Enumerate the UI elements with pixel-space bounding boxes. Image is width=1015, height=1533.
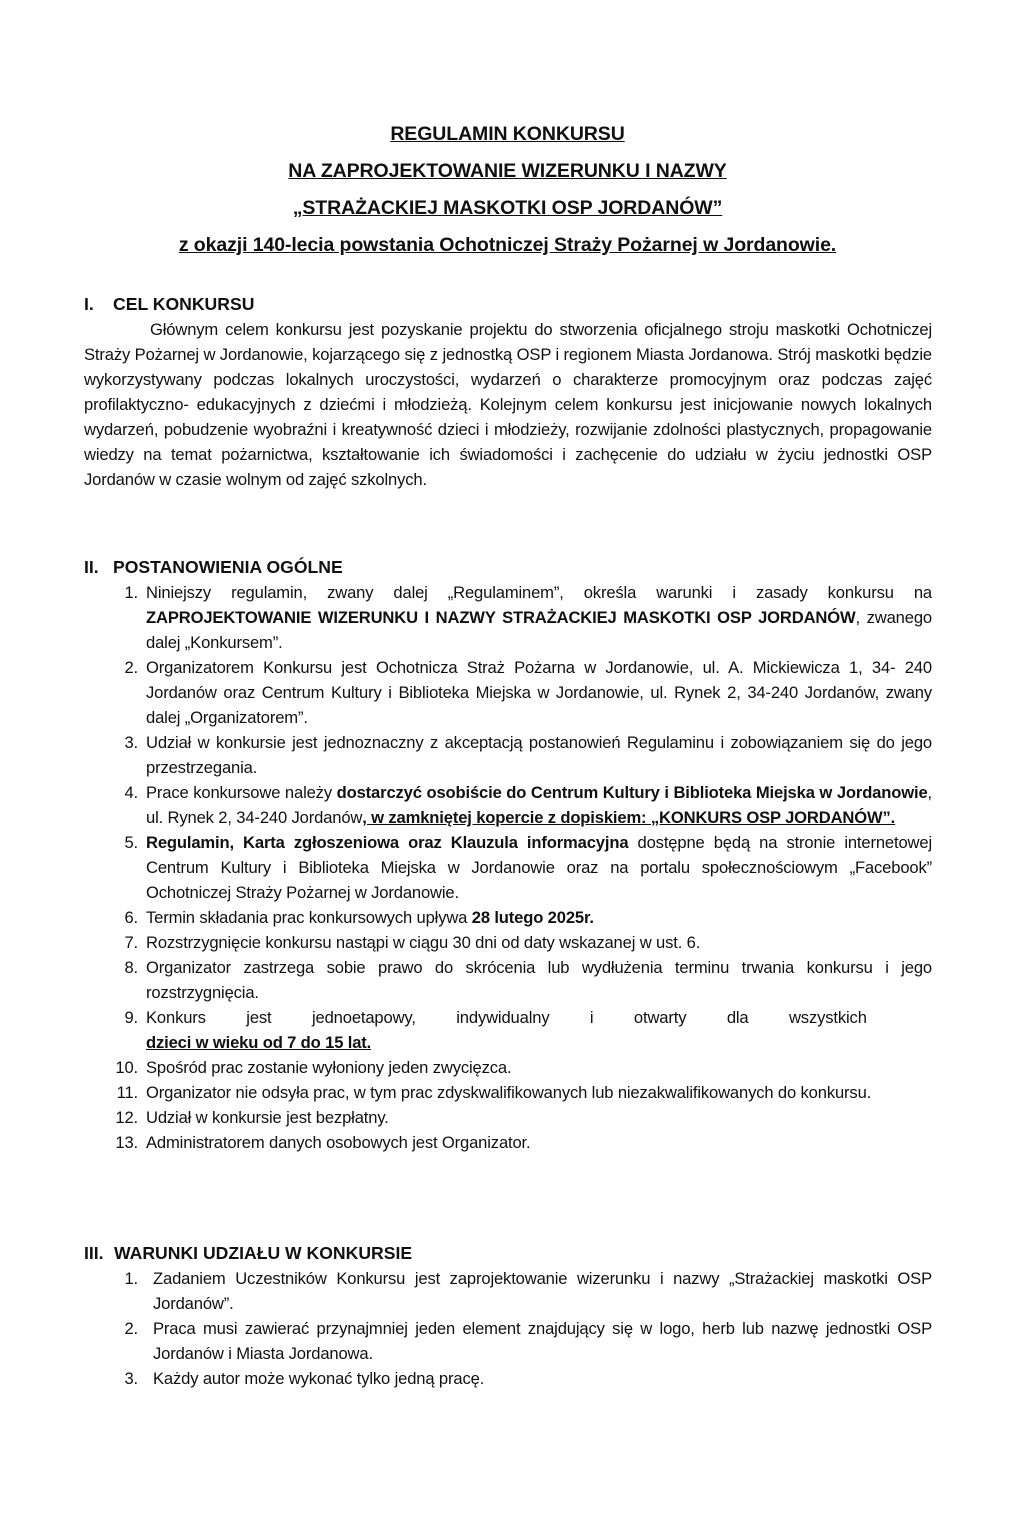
item-number: 1.	[124, 1269, 138, 1288]
section-title: POSTANOWIENIA OGÓLNE	[113, 557, 343, 577]
item-bold-text: dostarczyć osobiście do Centrum Kultury i Biblioteka Miejska w Jordanowie	[336, 783, 928, 802]
item-number: 3.	[124, 733, 138, 752]
list-item	[84, 1130, 932, 1155]
rules-list	[84, 580, 932, 1155]
list-item	[84, 780, 932, 830]
item-number: 2.	[124, 658, 138, 677]
list-item	[84, 730, 932, 780]
item-text: Udział w konkursie jest bezpłatny.	[146, 1108, 389, 1127]
section-paragraph	[84, 317, 932, 492]
item-text: Każdy autor może wykonać tylko jedną pracę.	[153, 1369, 485, 1388]
item-number: 2.	[124, 1319, 138, 1338]
title-line-4: z okazji 140-lecia powstania Ochotniczej Straży Pożarnej w Jordanowie.	[178, 234, 837, 256]
item-text: Organizatorem Konkursu jest Ochotnicza Straż Pożarna w Jordanowie, ul. A. Mickiewicza 1, 34- 240 Jordanów oraz Centrum Kultury i Biblioteka Miejska w Jordanowie, ul. Rynek 2, 34-240 Jordanów, zwany dalej „Organizatorem”.	[146, 658, 932, 727]
item-text: Termin składania prac konkursowych upływa	[146, 908, 472, 927]
item-text-justified	[146, 1005, 932, 1030]
item-bold-text: Regulamin, Karta zgłoszeniowa oraz Klauzula informacyjna	[146, 833, 629, 852]
item-text: Prace konkursowe należy	[146, 783, 337, 802]
item-text: Organizator zastrzega sobie prawo do skrócenia lub wydłużenia terminu trwania konkursu i jego rozstrzygnięcia.	[146, 958, 932, 1002]
item-text: Administratorem danych osobowych jest Organizator.	[146, 1133, 531, 1152]
section-title: WARUNKI UDZIAŁU W KONKURSIE	[114, 1243, 413, 1263]
section-title: CEL KONKURSU	[113, 294, 255, 314]
list-item	[84, 1055, 932, 1080]
item-text: , ul. Rynek 2, 34-240 Jordanów	[146, 783, 932, 827]
item-bold-text: 28 lutego 2025r.	[471, 908, 594, 927]
list-item	[84, 1266, 932, 1316]
section-heading	[84, 555, 932, 580]
list-item	[84, 1366, 932, 1391]
list-item	[84, 930, 932, 955]
item-text: Udział w konkursie jest jednoznaczny z akceptacją postanowień Regulaminu i zobowiązaniem się do jego przestrzegania.	[146, 733, 932, 777]
item-number: 3.	[124, 1369, 138, 1388]
item-text: Niniejszy regulamin, zwany dalej „Regulaminem”, określa warunki i zasady konkursu na	[146, 583, 932, 602]
item-number: 9.	[124, 1008, 138, 1027]
section-heading	[84, 292, 932, 317]
item-text: Konkurs jest jednoetapowy, indywidualny i otwarty dla wszystkich	[146, 1008, 867, 1027]
list-item	[84, 580, 932, 655]
item-number: 10.	[115, 1058, 138, 1077]
item-text: Praca musi zawierać przynajmniej jeden element znajdujący się w logo, herb lub nazwę jednostki OSP Jordanów i Miasta Jordanowa.	[153, 1319, 932, 1363]
title-line-1: REGULAMIN KONKURSU	[390, 123, 625, 145]
item-bold-text: ZAPROJEKTOWANIE WIZERUNKU I NAZWY STRAŻACKIEJ MASKOTKI OSP JORDANÓW	[146, 608, 856, 627]
section-cel-konkursu	[84, 292, 932, 492]
item-text: Zadaniem Uczestników Konkursu jest zaprojektowanie wizerunku i nazwy „Strażackiej maskotki OSP Jordanów”.	[153, 1269, 932, 1313]
list-item	[84, 1080, 932, 1105]
list-item	[84, 830, 932, 905]
list-item	[84, 955, 932, 1005]
item-number: 1.	[124, 583, 138, 602]
item-number: 13.	[115, 1133, 138, 1152]
item-text: dostępne będą na stronie internetowej Centrum Kultury i Biblioteka Miejska w Jordanowie oraz na portalu społecznościowym „Facebook” Ochotniczej Straży Pożarnej w Jordanowie.	[146, 833, 932, 902]
item-bold-underlined-text: dzieci w wieku od 7 do 15 lat.	[146, 1033, 372, 1052]
item-number: 6.	[124, 908, 138, 927]
title-line-3: „STRAŻACKIEJ MASKOTKI OSP JORDANÓW”	[292, 197, 723, 219]
item-number: 12.	[115, 1108, 138, 1127]
section-heading	[84, 1241, 932, 1266]
item-number: 5.	[124, 833, 138, 852]
list-item	[84, 905, 932, 930]
section-number: II.	[84, 557, 99, 577]
item-number: 4.	[124, 783, 138, 802]
item-text: Spośród prac zostanie wyłoniony jeden zwycięzca.	[146, 1058, 512, 1077]
item-bold-underlined-text: , w zamkniętej kopercie z dopiskiem: „KONKURS OSP JORDANÓW”.	[362, 808, 896, 827]
item-number: 11.	[116, 1083, 138, 1102]
item-text: , zwanego dalej „Konkursem”.	[146, 608, 933, 652]
list-item	[84, 655, 932, 730]
section-number: I.	[84, 294, 94, 314]
list-item	[84, 1005, 932, 1055]
conditions-list	[84, 1266, 932, 1391]
section-warunki-udzialu	[84, 1241, 932, 1391]
section-postanowienia-ogolne	[84, 555, 932, 1155]
list-item	[84, 1316, 932, 1366]
title-line-2: NA ZAPROJEKTOWANIE WIZERUNKU I NAZWY	[288, 160, 727, 182]
paragraph-text: Głównym celem konkursu jest pozyskanie projektu do stworzenia oficjalnego stroju maskotki Ochotniczej Straży Pożarnej w Jordanowie, kojarzącego się z jednostką OSP i regionem Miasta Jordanowa. Strój maskotki będzie wykorzystywany podczas lokalnych uroczystości, wydarzeń o charakterze promocyjnym oraz podczas zajęć profilaktyczno- edukacyjnych z dziećmi i młodzieżą. Kolejnym celem konkursu jest inicjowanie nowych lokalnych wydarzeń, pobudzenie wyobraźni i kreatywność dzieci i młodzieży, rozwijanie zdolności plastycznych, propagowanie wiedzy na temat pożarnictwa, kształtowanie ich świadomości i zachęcenie do udziału w życiu jednostki OSP Jordanów w czasie wolnym od zajęć szkolnych.	[84, 320, 932, 489]
item-number: 8.	[124, 958, 138, 977]
document-title	[0, 116, 1015, 264]
section-number: III.	[84, 1243, 104, 1263]
item-number: 7.	[124, 933, 138, 952]
list-item	[84, 1105, 932, 1130]
item-text: Rozstrzygnięcie konkursu nastąpi w ciągu 30 dni od daty wskazanej w ust. 6.	[146, 933, 701, 952]
item-text: Organizator nie odsyła prac, w tym prac zdyskwalifikowanych lub niezakwalifikowanych do konkursu.	[146, 1083, 872, 1102]
